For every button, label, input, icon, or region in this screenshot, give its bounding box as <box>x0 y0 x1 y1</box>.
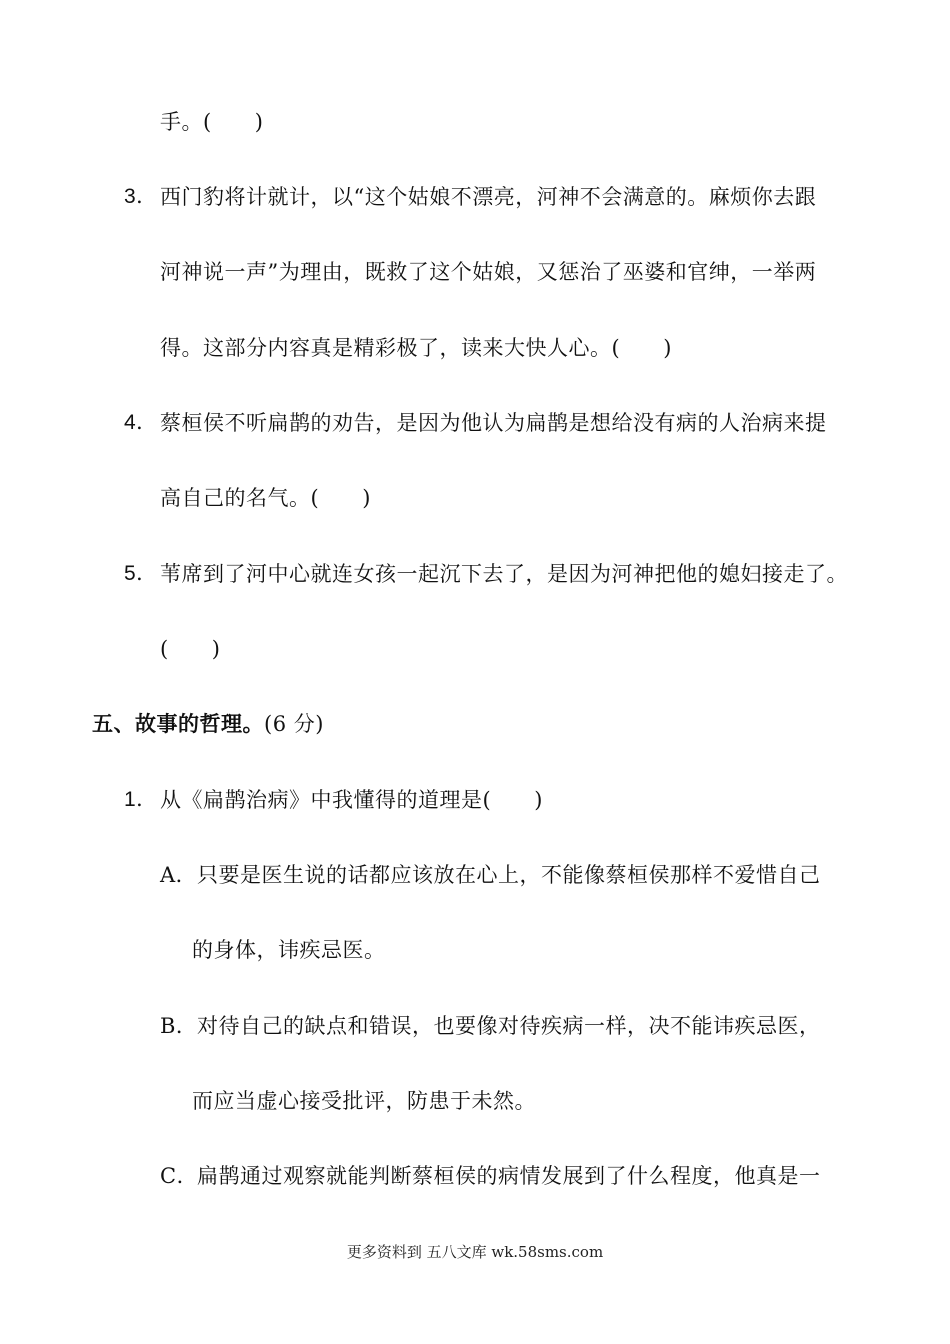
section-5-title <box>92 709 324 739</box>
question-4-text-line-2: 高自己的名气。( ) <box>160 486 371 510</box>
question-3-text-line-3: 得。这部分内容真是精彩极了，读来大快人心。( ) <box>160 336 672 360</box>
question-3-text-line-1: 西门豹将计就计，以“这个姑娘不漂亮，河神不会满意的。麻烦你去跟 <box>160 185 817 209</box>
question-4-number: 4． <box>124 411 158 434</box>
section-5-score: (6 分) <box>264 712 324 736</box>
option-c-text-line-1: 扁鹊通过观察就能判断蔡桓侯的病情发展到了什么程度，他真是一 <box>197 1164 821 1188</box>
option-b-label: B． <box>160 1014 198 1038</box>
section-5-title-text: 五、故事的哲理。 <box>92 712 264 736</box>
option-a-text-line-2: 的身体，讳疾忌医。 <box>192 938 386 962</box>
option-a-label: A． <box>160 863 198 887</box>
option-b-text-line-1: 对待自己的缺点和错误，也要像对待疾病一样，决不能讳疾忌医， <box>197 1014 821 1038</box>
option-a-text-line-1: 只要是医生说的话都应该放在心上，不能像蔡桓侯那样不爱惜自己 <box>197 863 821 887</box>
question-4-text-line-1: 蔡桓侯不听扁鹊的劝告，是因为他认为扁鹊是想给没有病的人治病来提 <box>160 411 827 435</box>
option-c-label: C． <box>160 1164 199 1188</box>
question-2-continuation: 手。( ) <box>160 110 264 134</box>
question-3-text-line-2: 河神说一声”为理由，既救了这个姑娘，又惩治了巫婆和官绅，一举两 <box>160 260 817 284</box>
question-3-number: 3． <box>124 185 158 208</box>
option-b-text-line-2: 而应当虚心接受批评，防患于未然。 <box>192 1089 536 1113</box>
section-5-question-1-number: 1． <box>124 788 158 811</box>
question-5-number: 5． <box>124 562 158 585</box>
footer-watermark: 更多资料到 五八文库 wk.58sms.com <box>346 1243 604 1261</box>
question-5-text-line-1: 苇席到了河中心就连女孩一起沉下去了，是因为河神把他的媳妇接走了。 <box>160 562 848 586</box>
question-5-answer-blank: ( ) <box>160 637 221 661</box>
section-5-question-1-text: 从《扁鹊治病》中我懂得的道理是( ) <box>160 788 543 812</box>
